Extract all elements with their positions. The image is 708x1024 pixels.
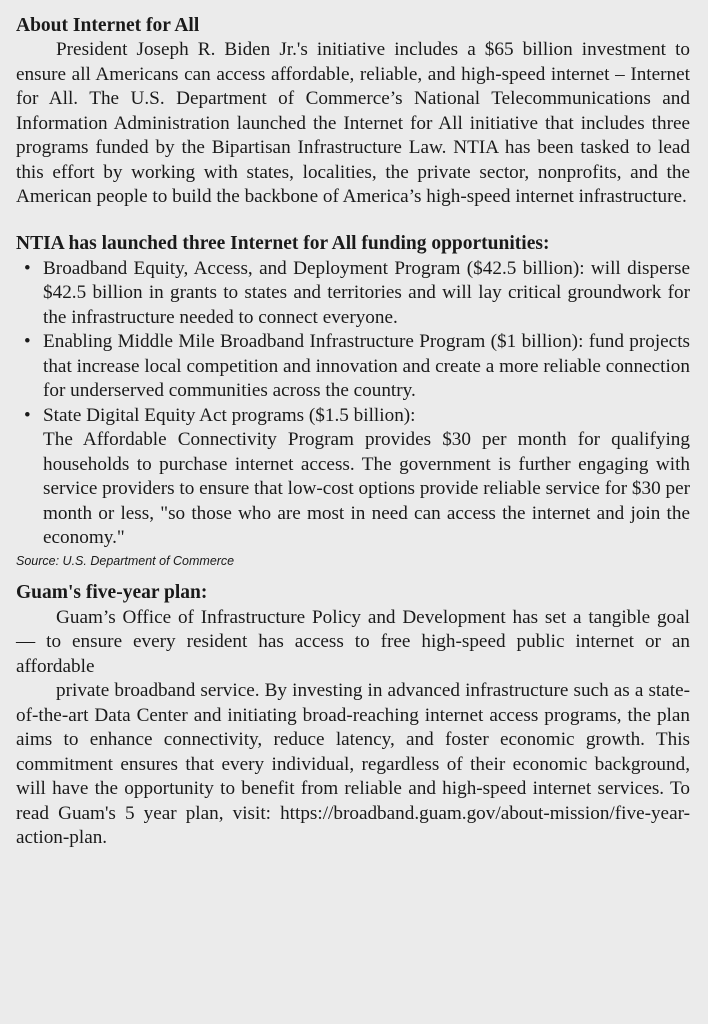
- list-item: [16, 330, 690, 404]
- guam-paragraph-2: private broadband service. By investing in advanced infrastructure such as a state-of-the-art Data Center and initiating broad-reaching internet access programs, the plan aims to enhance connectivity, reduce latency, and foster economic growth. This commitment ensures that every individual, regardless of their economic background, will have the opportunity to benefit from reliable and high-speed internet services. To read Guam's 5 year plan, visit: https://broadband.guam.gov/about-mission/five-year-action-plan.: [16, 680, 690, 848]
- program-detail: The Affordable Connectivity Program provides $30 per month for qualifying households to purchase internet access. The government is further engaging with service providers to ensure that low-cost options provide reliable service for $30 per month or less, "so those who are most in need can access the internet and join the economy.": [43, 429, 690, 548]
- guam-heading: Guam's five-year plan:: [16, 581, 208, 603]
- program-text: • State Digital Equity Act programs ($1.5 billion):: [43, 404, 416, 426]
- about-heading: About Internet for All: [16, 15, 200, 36]
- programs-heading: NTIA has launched three Internet for All funding opportunities:: [16, 232, 550, 254]
- program-text: Broadband Equity, Access, and Deployment Program ($42.5 billion): will disperse $42.5 billion in grants to states and territories and will lay critical groundwork for the infrastructure needed to connect everyone.: [43, 257, 690, 328]
- about-paragraph: President Joseph R. Biden Jr.'s initiative includes a $65 billion investment to ensure all Americans can access affordable, reliable, and high-speed internet – Internet for All. The U.S. Department of Commerce’s National Telecommunications and Information Administration launched the Internet for All initiative that includes three programs funded by the Bipartisan Infrastructure Law. NTIA has been tasked to lead this effort by working with states, localities, the private sector, nonprofits, and the American people to build the backbone of America’s high-speed internet infrastructure.: [16, 39, 690, 207]
- spacer: [16, 210, 690, 232]
- list-item: [16, 404, 690, 551]
- source-note: Source: U.S. Department of Commerce: [16, 553, 235, 568]
- guam-paragraph-1: Guam’s Office of Infrastructure Policy and Development has set a tangible goal — to ensure every resident has access to free high-speed public internet or an affordable: [16, 606, 690, 677]
- program-text: Enabling Middle Mile Broadband Infrastructure Program ($1 billion): fund projects that increase local competition and innovation and create a more reliable connection for underserved communities across the country.: [43, 331, 690, 401]
- list-item: [16, 257, 690, 331]
- programs-list: [16, 257, 690, 551]
